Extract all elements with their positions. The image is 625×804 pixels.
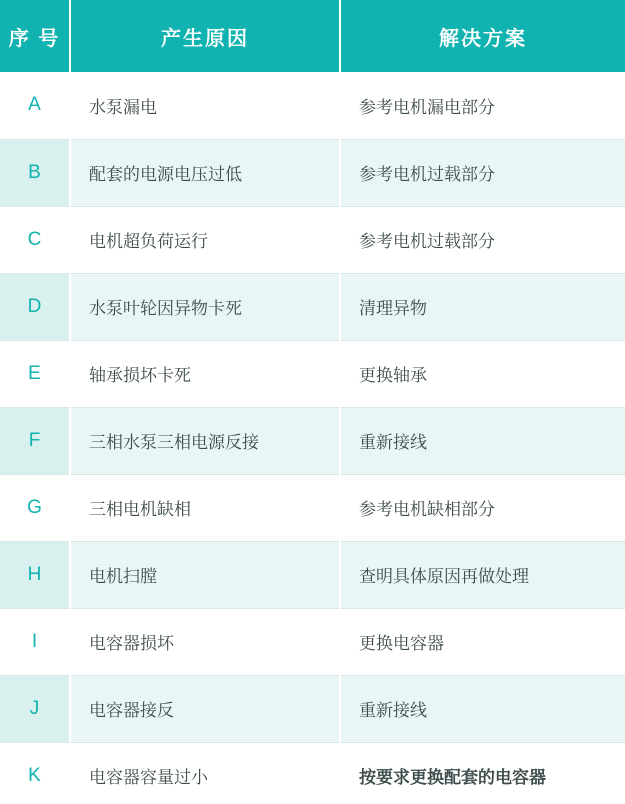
row-solution: 重新接线	[340, 675, 625, 742]
row-solution: 清理异物	[340, 273, 625, 340]
column-header-solution: 解决方案	[340, 0, 625, 72]
row-index: C	[0, 206, 70, 273]
column-header-cause: 产生原因	[70, 0, 340, 72]
table-body	[0, 72, 625, 804]
row-cause: 电容器接反	[70, 675, 340, 742]
row-cause: 三相电机缺相	[70, 474, 340, 541]
row-solution: 参考电机过载部分	[340, 139, 625, 206]
row-cause: 水泵漏电	[70, 72, 340, 139]
column-header-index: 序 号	[0, 0, 70, 72]
table-row	[0, 541, 625, 608]
table-row	[0, 340, 625, 407]
row-cause: 三相水泵三相电源反接	[70, 407, 340, 474]
row-index: B	[0, 139, 70, 206]
row-cause: 电机扫膛	[70, 541, 340, 608]
row-solution: 按要求更换配套的电容器	[340, 742, 625, 804]
row-cause: 电容器损坏	[70, 608, 340, 675]
row-index: F	[0, 407, 70, 474]
table-row	[0, 206, 625, 273]
table-row	[0, 407, 625, 474]
row-solution: 参考电机漏电部分	[340, 72, 625, 139]
table-row	[0, 72, 625, 139]
row-index: D	[0, 273, 70, 340]
row-cause: 轴承损坏卡死	[70, 340, 340, 407]
table-row	[0, 675, 625, 742]
row-cause: 电容器容量过小	[70, 742, 340, 804]
row-solution: 更换轴承	[340, 340, 625, 407]
row-solution: 参考电机过载部分	[340, 206, 625, 273]
row-cause: 水泵叶轮因异物卡死	[70, 273, 340, 340]
table-row	[0, 139, 625, 206]
row-cause: 配套的电源电压过低	[70, 139, 340, 206]
row-solution: 重新接线	[340, 407, 625, 474]
row-index: J	[0, 675, 70, 742]
table-row	[0, 608, 625, 675]
row-cause: 电机超负荷运行	[70, 206, 340, 273]
table-row	[0, 742, 625, 804]
row-index: I	[0, 608, 70, 675]
table-row	[0, 273, 625, 340]
table-header-row	[0, 0, 625, 72]
table-row	[0, 474, 625, 541]
row-index: G	[0, 474, 70, 541]
row-index: H	[0, 541, 70, 608]
row-solution: 查明具体原因再做处理	[340, 541, 625, 608]
row-solution: 更换电容器	[340, 608, 625, 675]
row-index: A	[0, 72, 70, 139]
row-index: E	[0, 340, 70, 407]
table-header	[0, 0, 625, 72]
row-solution: 参考电机缺相部分	[340, 474, 625, 541]
row-index: K	[0, 742, 70, 804]
